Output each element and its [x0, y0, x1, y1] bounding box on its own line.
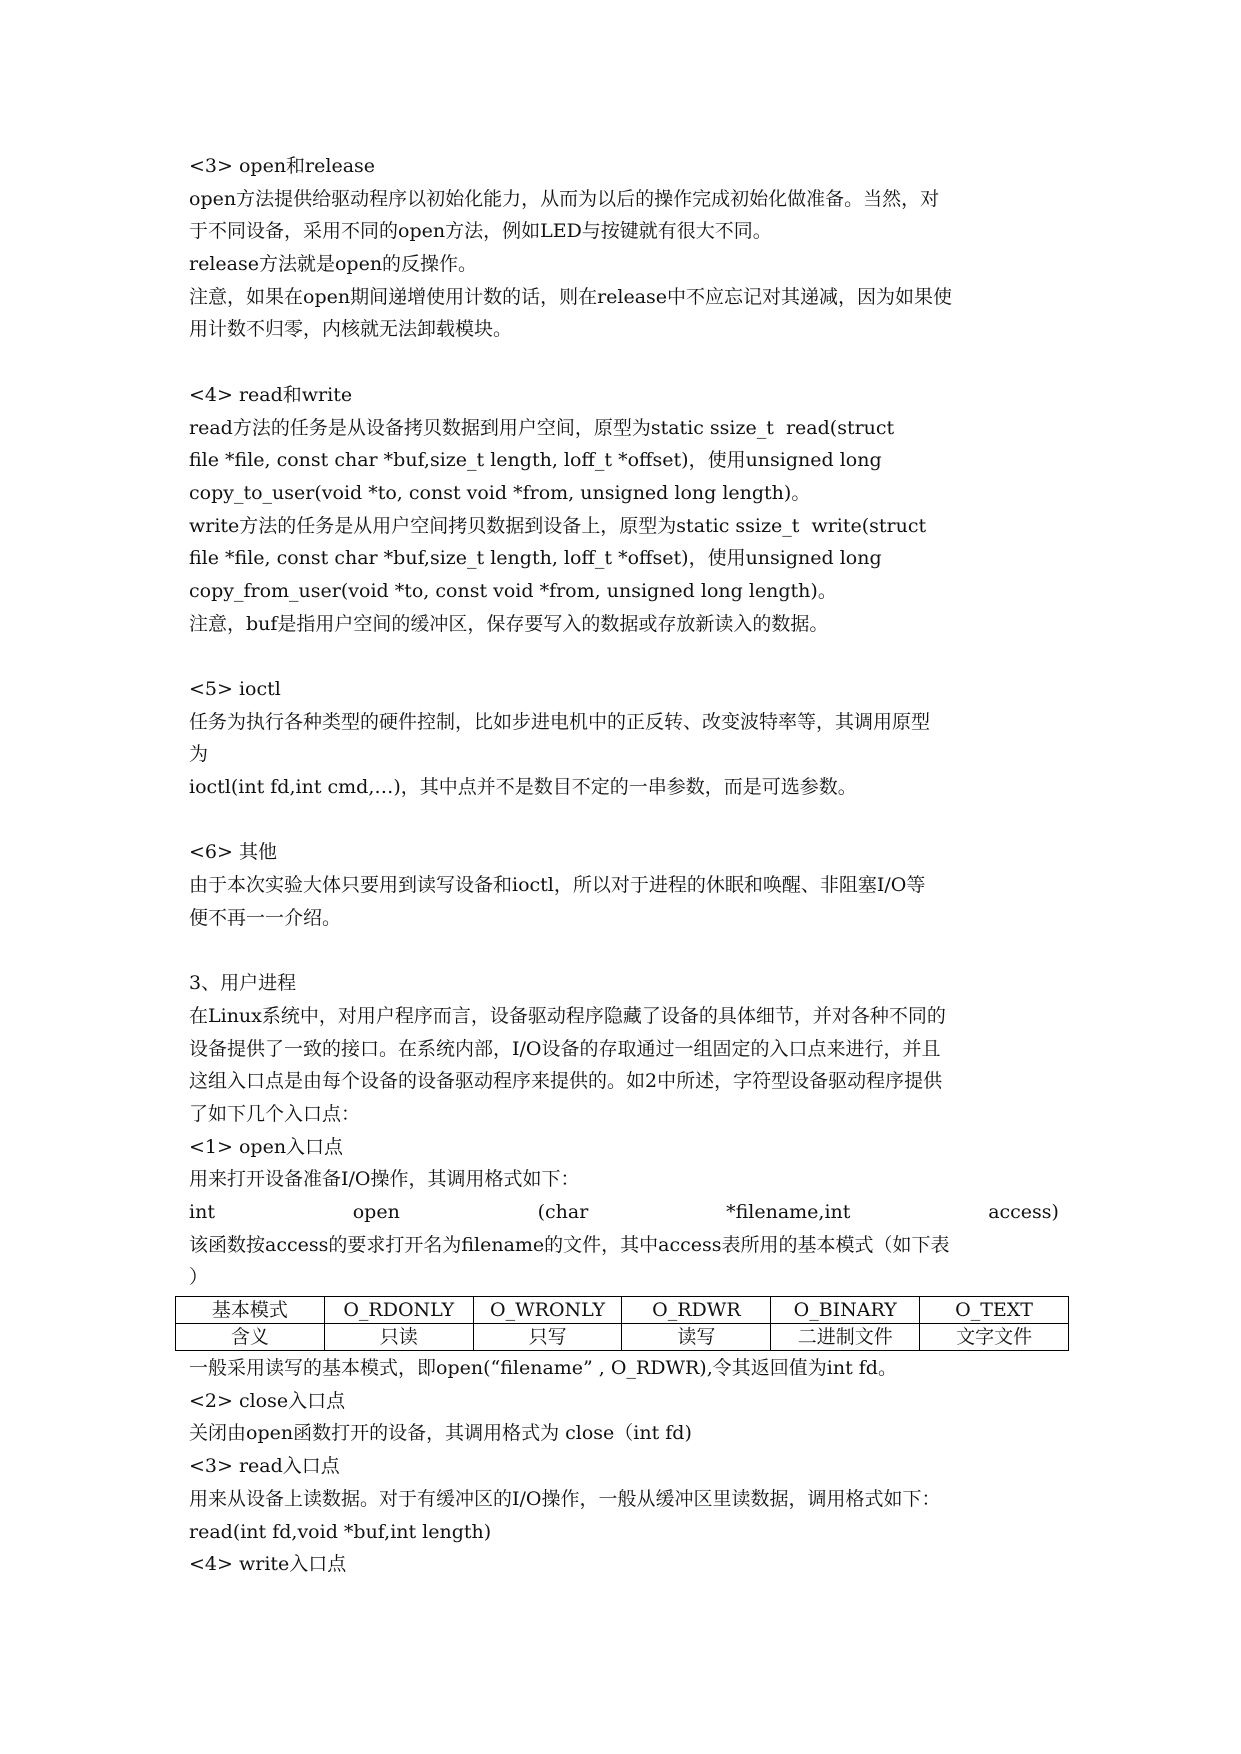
table-row	[176, 1297, 1069, 1324]
table-row	[176, 1324, 1069, 1351]
table-header-cell: O_RDWR	[622, 1297, 771, 1324]
paragraph-line: 由于本次实验大体只要用到读写设备和ioctl，所以对于进程的休眠和唤醒、非阻塞I/O等	[189, 874, 926, 897]
paragraph-line: 用来打开设备准备I/O操作，其调用格式如下：	[189, 1168, 580, 1191]
paragraph-line: 注意，如果在open期间递增使用计数的话，则在release中不应忘记对其递减，因为如果使	[189, 285, 953, 308]
paragraph-line: 设备提供了一致的接口。在系统内部，I/O设备的存取通过一组固定的入口点来进行，并且	[189, 1037, 941, 1060]
paragraph-line: file *file, const char *buf,size_t length, loff_t *offset)，使用unsigned long	[189, 547, 882, 570]
code-token: access)	[988, 1201, 1059, 1223]
paragraph-line: 了如下几个入口点：	[189, 1102, 361, 1125]
paragraph-line: release方法就是open的反操作。	[189, 253, 478, 276]
section-heading-ioctl: <5> ioctl	[189, 678, 281, 700]
table-cell: 文字文件	[920, 1324, 1069, 1351]
paragraph-line: 在Linux系统中，对用户程序而言，设备驱动程序隐藏了设备的具体细节，并对各种不同的	[189, 1004, 946, 1027]
paragraph-line: copy_from_user(void *to, const void *from, unsigned long length)。	[189, 579, 837, 602]
paragraph-line: 任务为执行各种类型的硬件控制，比如步进电机中的正反转、改变波特率等，其调用原型	[189, 710, 931, 733]
subheading-close-entry: <2> close入口点	[189, 1389, 346, 1412]
document-page	[189, 150, 1059, 1581]
paragraph-line: 便不再一一介绍。	[189, 906, 342, 929]
paragraph-line: 用计数不归零，内核就无法卸载模块。	[189, 318, 513, 341]
subheading-write-entry: <4> write入口点	[189, 1553, 347, 1576]
code-token: open	[352, 1201, 400, 1223]
paragraph-line: ioctl(int fd,int cmd,…)，其中点并不是数目不定的一串参数，而是可选参数。	[189, 776, 857, 799]
table-cell: 含义	[176, 1324, 325, 1351]
section-heading-other: <6> 其他	[189, 841, 277, 864]
table-cell: 只读	[324, 1324, 473, 1351]
paragraph-line: open方法提供给驱动程序以初始化能力，从而为以后的操作完成初始化做准备。当然，对	[189, 187, 940, 210]
subheading-read-entry: <3> read入口点	[189, 1455, 340, 1478]
section-heading-user-process: 3、用户进程	[189, 972, 297, 995]
table-cell: 二进制文件	[771, 1324, 920, 1351]
paragraph-line: 为	[189, 743, 209, 766]
access-mode-table	[175, 1296, 1069, 1351]
table-header-cell: O_BINARY	[771, 1297, 920, 1324]
paragraph-line: file *file, const char *buf,size_t length, loff_t *offset)，使用unsigned long	[189, 449, 882, 472]
paragraph-line: 这组入口点是由每个设备的设备驱动程序来提供的。如2中所述，字符型设备驱动程序提供	[189, 1070, 943, 1093]
paragraph-line: 一般采用读写的基本模式，即open(“filename” , O_RDWR),令其返回值为int fd。	[189, 1357, 897, 1380]
table-header-cell: O_RDONLY	[324, 1297, 473, 1324]
table-cell: 读写	[622, 1324, 771, 1351]
table-header-cell: 基本模式	[176, 1297, 325, 1324]
code-token: int	[189, 1201, 215, 1223]
paragraph-line: 用来从设备上读数据。对于有缓冲区的I/O操作，一般从缓冲区里读数据，调用格式如下：	[189, 1487, 941, 1510]
paragraph-line: 关闭由open函数打开的设备，其调用格式为 close（int fd)	[189, 1422, 692, 1445]
table-header-cell: O_TEXT	[920, 1297, 1069, 1324]
code-token: (char	[537, 1201, 589, 1223]
subheading-open-entry: <1> open入口点	[189, 1135, 344, 1158]
blank-line	[189, 935, 1059, 968]
paragraph-line: 注意，buf是指用户空间的缓冲区，保存要写入的数据或存放新读入的数据。	[189, 612, 829, 635]
blank-line	[189, 640, 1059, 673]
table-cell: 只写	[473, 1324, 622, 1351]
paragraph-line: write方法的任务是从用户空间拷贝数据到设备上，原型为static ssize_t write(struct	[189, 514, 927, 537]
section-heading-open-release: <3> open和release	[189, 155, 376, 177]
paragraph-line: read方法的任务是从设备拷贝数据到用户空间，原型为static ssize_t read(struct	[189, 416, 895, 439]
code-token: *filename,int	[726, 1201, 851, 1223]
paragraph-line: ）	[189, 1266, 209, 1289]
paragraph-line: read(int fd,void *buf,int length)	[189, 1520, 492, 1543]
open-call-signature	[189, 1196, 1059, 1229]
section-heading-read-write: <4> read和write	[189, 383, 353, 406]
table-header-cell: O_WRONLY	[473, 1297, 622, 1324]
blank-line	[189, 804, 1059, 837]
paragraph-line: copy_to_user(void *to, const void *from, unsigned long length)。	[189, 481, 811, 504]
paragraph-line: 于不同设备，采用不同的open方法，例如LED与按键就有很大不同。	[189, 220, 772, 243]
paragraph-line: 该函数按access的要求打开名为filename的文件，其中access表所用的基本模式（如下表	[189, 1233, 950, 1256]
blank-line	[189, 346, 1059, 379]
